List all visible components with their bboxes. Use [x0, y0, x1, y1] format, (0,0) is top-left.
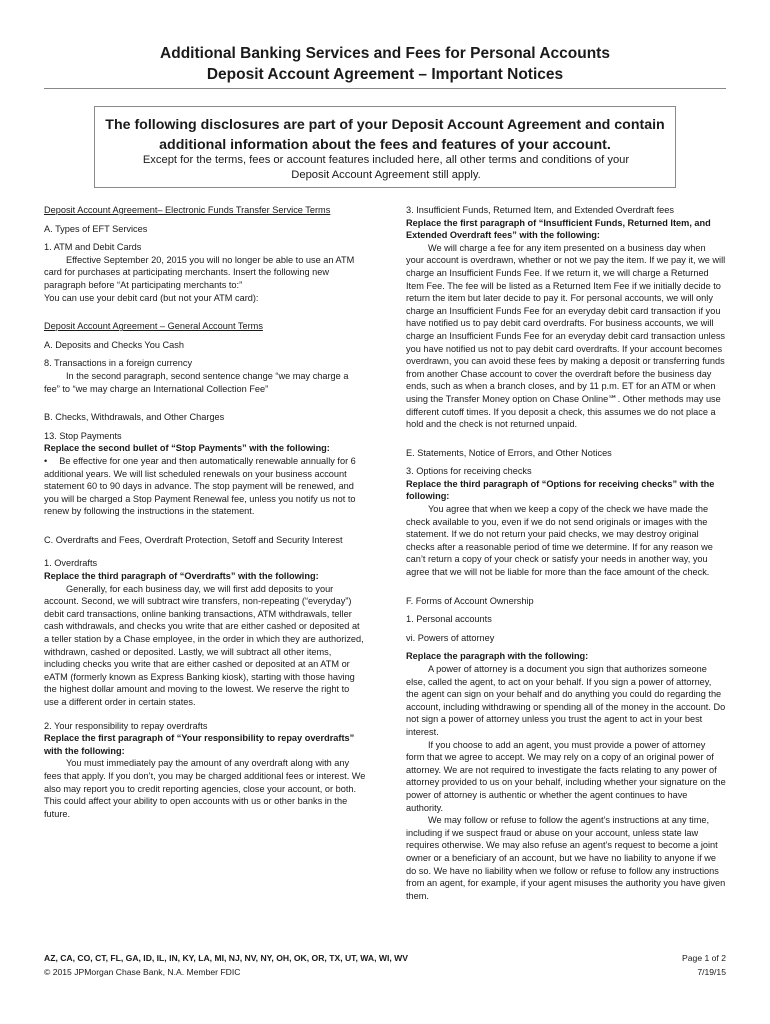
eft-section-heading: Deposit Account Agreement– Electronic Funds Transfer Service Terms [44, 205, 331, 215]
left-column [44, 204, 366, 820]
atm-debit-heading: 1. ATM and Debit Cards [44, 242, 142, 253]
options-replace: Replace the third paragraph of “Options for receiving checks” with the following: [406, 478, 715, 502]
repay-replace: Replace the first paragraph of “Your responsibility to repay overdrafts” with the following: [44, 733, 355, 756]
bullet: • [44, 455, 48, 466]
options-text: You agree that when we keep a copy of the check we have made the check available to you, even if we do not send originals or images with the statement. If we do not return your paid checks, we may destroy original checks after a reasonable period of time we determine. If for any reason we can’t return a copy of your check or satisfy your needs in another way, you agree that we will not be liable for more than the face amount of the check. [406, 504, 713, 578]
poa-text-1: A power of attorney is a document you sign that authorizes someone else, called the agent, to act on your behalf. If you sign a power of attorney, the agent can sign on your behalf and do anything you could do regarding the account, including withdrawing or spending all of the money in the account. Do not sign a power of attorney unless you trust the agent to act in your best interest. [406, 664, 726, 737]
atm-debit-text: Effective September 20, 2015 you will no longer be able to use an ATM card for purchases at participating merchants. Insert the following new paragraph before “At participating merchants to:” [44, 254, 355, 290]
nsf-replace: Replace the first paragraph of “Insufficient Funds, Returned Item, and Extended Overdraft fees” with the following: [406, 217, 711, 241]
repay-heading: 2. Your responsibility to repay overdrafts [44, 720, 208, 731]
foreign-currency-heading: 8. Transactions in a foreign currency [44, 358, 193, 369]
options-heading: 3. Options for receiving checks [406, 466, 532, 477]
atm-debit-text-2: You can use your debit card (but not your ATM card): [44, 292, 259, 303]
poa-replace: Replace the paragraph with the following: [406, 651, 589, 662]
notice-text: Except for the terms, fees or account features included here, all other terms and conditions of your Deposit Account Agreement still apply. [142, 154, 630, 181]
page-number: Page 1 of 2 [682, 953, 726, 963]
repay-text: You must immediately pay the amount of any overdraft along with any fees that apply. If you don’t, you may be charged additional fees or interest. We also may report you to credit reporting agencies, close your account, or both. This could affect your ability to open accounts with us or other banks in the future. [44, 758, 366, 819]
stop-payments-body: Be effective for one year and then automatically renewable annually for 6 additional years. We will list scheduled renewals on your business account statement 60 to 90 days in advance. The stop payment will be renewed, and you will be charged a Stop Payment Renewal fee, unless you notify us not to renew by following the instructions in the statement. [44, 455, 356, 517]
nsf-heading: 3. Insufficient Funds, Returned Item, and Extended Overdraft fees [406, 205, 674, 215]
overdrafts-heading: 1. Overdrafts [44, 558, 98, 569]
overdrafts-section-heading: C. Overdrafts and Fees, Overdraft Protection, Setoff and Security Interest [44, 534, 343, 545]
powers-of-attorney-heading: vi. Powers of attorney [406, 632, 495, 643]
right-column [406, 204, 726, 902]
poa-text-2: If you choose to add an agent, you must provide a power of attorney form that we agree to accept. We may rely on a copy of an original power of attorney. We are not required to investigate the facts relating to any power of attorney provided to us on your behalf, including whether your signature on the power of attorney is authentic or whether the agent continues to have authority. [406, 739, 726, 813]
general-terms-heading: Deposit Account Agreement – General Account Terms [44, 321, 263, 332]
nsf-text: We will charge a fee for any item presented on a business day when your account is overdrawn, whether or not we pay the item. If we pay it, we will charge an Insufficient Funds Fee. If we return it, we will charge a Returned Item Fee. The fee will be listed as a Returned Item Fee if we initially decide to return the item but later decide to pay it. For personal accounts, we will only charge an Insufficient Funds Fee for an everyday debit card transaction if you have notified us to pay debit card overdrafts. For business accounts, we will charge an Insufficient Funds Fee for an everyday debit card transaction unless you have notified us not to pay debit card overdrafts. If your account becomes overdrawn, you can avoid these fees by making a deposit or transferring funds from another Chase account to cover the overdraft before the business day ends, such as when a branch closes, and by 11 p.m. ET for an ATM or when using the Transfer Money option on Chase Online℠. Other methods may use different cutoff times. If you deposit a check, this assumes we do not place a hold and the check is not returned unpaid. [406, 242, 726, 430]
eft-types-heading: A. Types of EFT Services [44, 223, 148, 234]
foreign-currency-text: In the second paragraph, second sentence change “we may charge a fee” to “we may charge an International Collection Fee” [44, 370, 349, 394]
overdrafts-replace: Replace the third paragraph of “Overdrafts” with the following: [44, 571, 319, 582]
document-date: 7/19/15 [697, 967, 726, 977]
notice-bold-line-1: The following disclosures are part of your Deposit Account Agreement and contain [105, 117, 665, 133]
stop-payments-heading: 13. Stop Payments [44, 430, 122, 441]
notice-box [94, 106, 676, 188]
document-title: Additional Banking Services and Fees for Personal Accounts [160, 45, 610, 62]
poa-text-3: We may follow or refuse to follow the agent’s instructions at any time, including if we suspect fraud or abuse on your account, unless state law requires otherwise. We may also refuse an agent’s request to become a joint owner or a beneficiary of an account, but we have no liability to anyone if we do so. We have no liability when we follow or refuse to follow any instructions from an agent, for example, if your agent misuses the authority you have given them. [406, 815, 726, 901]
document-subtitle: Deposit Account Agreement – Important Notices [206, 66, 564, 83]
deposits-heading: A. Deposits and Checks You Cash [44, 339, 184, 350]
stop-payments-text [44, 455, 366, 518]
stop-payments-replace: Replace the second bullet of “Stop Payments” with the following: [44, 443, 330, 454]
footer-copyright: © 2015 JPMorgan Chase Bank, N.A. Member FDIC [44, 967, 241, 977]
overdrafts-text: Generally, for each business day, we will first add deposits to your account. Second, we will subtract wire transfers, non-repeating (“everyday”) debit card transactions, online banking transactions, ATM withdrawals, teller cash withdrawals, and checks you write that are either cashed or deposited at a teller station by a Chase employee, in the order in which they are authorized, withdrawn, cashed or deposited. Lastly, we will subtract all other items, including checks you write that are either cashed or deposited at an ATM or eATM (formerly known as Express Banking kiosk), starting with those having the highest dollar amount and moving to the lowest. We reserve the right to use a different order in certain states. [44, 583, 364, 707]
statements-heading: E. Statements, Notice of Errors, and Other Notices [406, 447, 612, 458]
notice-bold-line-2: additional information about the fees and features of your account. [159, 137, 611, 153]
personal-accounts-heading: 1. Personal accounts [406, 614, 492, 625]
ownership-heading: F. Forms of Account Ownership [406, 595, 534, 606]
header-rule [44, 88, 726, 89]
footer-states: AZ, CA, CO, CT, FL, GA, ID, IL, IN, KY, LA, MI, NJ, NV, NY, OH, OK, OR, TX, UT, WA, WI, WV [44, 953, 408, 963]
checks-withdrawals-heading: B. Checks, Withdrawals, and Other Charges [44, 412, 225, 423]
